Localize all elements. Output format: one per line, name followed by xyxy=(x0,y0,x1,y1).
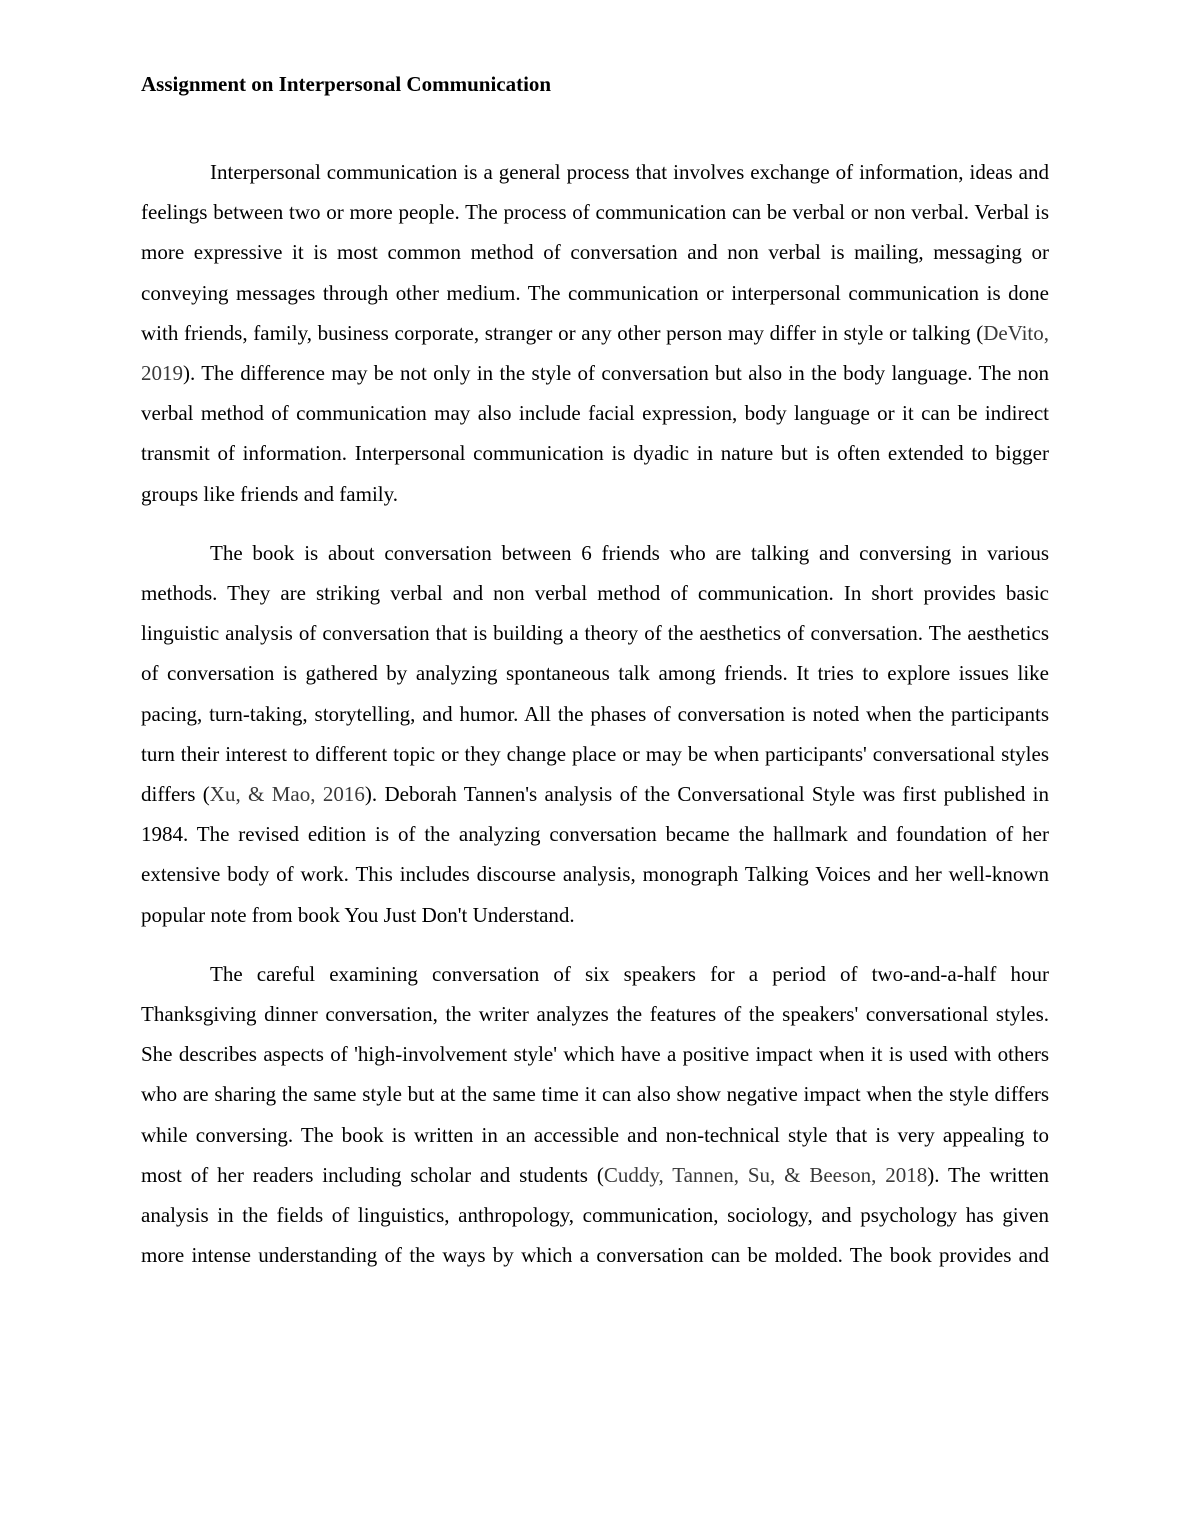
citation-devito: DeVito, 2019 xyxy=(141,320,1049,386)
paragraph-text: ). Deborah Tannen's analysis of the Conversational Style was first published in 1984. The revised edition is of the analyzing conversation became the hallmark and foundation of her extensive body of work. This includes discourse analysis, monograph Talking Voices and her well-known popular note from book You Just Don't Understand. xyxy=(141,782,1050,927)
paragraph-text: The book is about conversation between 6 friends who are talking and conversing in various methods. They are striking verbal and non verbal method of communication. In short provides basic linguistic analysis of conversation that is building a theory of the aesthetics of conversation. The aesthetics of conversation is gathered by analyzing spontaneous talk among friends. It tries to explore issues like pacing, turn-taking, storytelling, and humor. All the phases of conversation is noted when the participants turn their interest to different topic or they change place or may be when participants' conversational styles differs ( xyxy=(141,540,1049,807)
paragraph-text: ). The written analysis in the fields of linguistics, anthropology, communication, sociology, and psychology has given more intense understanding of the ways by which a conversation can be molded. The book provides and xyxy=(141,1162,1049,1268)
citation-xu-mao: Xu, & Mao, 2016 xyxy=(209,782,365,807)
document-body xyxy=(141,68,1049,1275)
paragraph-3 xyxy=(141,954,1049,1276)
paragraph-1 xyxy=(141,152,1049,514)
paragraph-text: The careful examining conversation of six speakers for a period of two-and-a-half hour Thanksgiving dinner conversation, the writer analyzes the features of the speakers' conversational styles. She describes aspects of 'high-involvement style' which have a positive impact when it is used with others who are sharing the same style but at the same time it can also show negative impact when the style differs while conversing. The book is written in an accessible and non-technical style that is very appealing to most of her readers including scholar and students ( xyxy=(141,961,1049,1187)
citation-cuddy-tannen: Cuddy, Tannen, Su, & Beeson, 2018 xyxy=(603,1162,928,1187)
paragraph-2 xyxy=(141,533,1049,935)
document-title: Assignment on Interpersonal Communication xyxy=(141,72,552,96)
paragraph-text: ). The difference may be not only in the style of conversation but also in the body language. The non verbal method of communication may also include facial expression, body language or it can be indirect transmit of information. Interpersonal communication is dyadic in nature but is often extended to bigger groups like friends and family. xyxy=(141,361,1049,506)
paragraph-text: Interpersonal communication is a general process that involves exchange of information, ideas and feelings between two or more people. The process of communication can be verbal or non verbal. Verbal is more expressive it is most common method of conversation and non verbal is mailing, messaging or conveying messages through other medium. The communication or interpersonal communication is done with friends, family, business corporate, stranger or any other person may differ in style or talking ( xyxy=(141,160,1049,345)
